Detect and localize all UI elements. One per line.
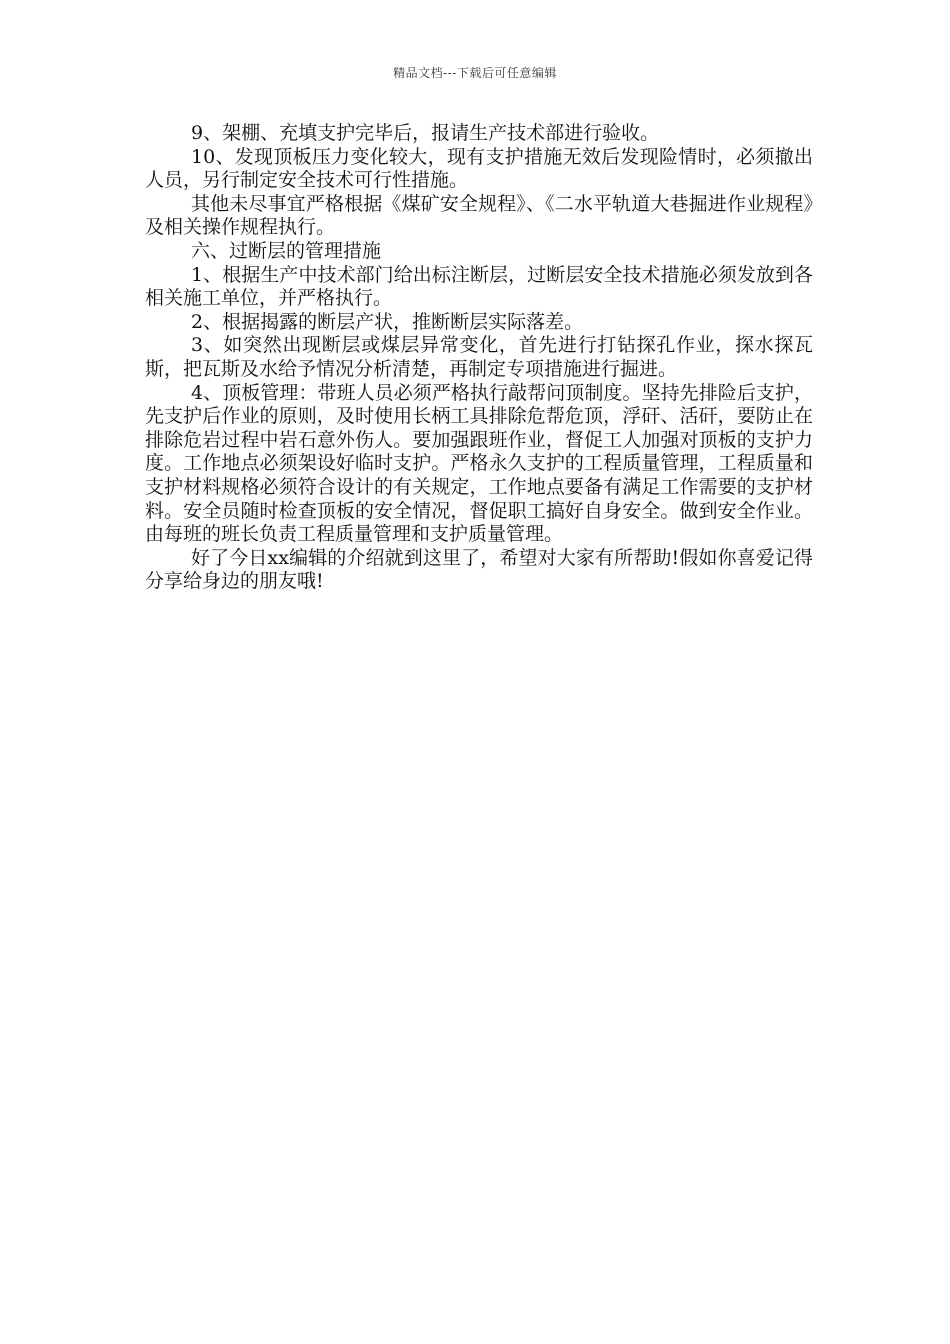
paragraph-acceptance: 9、架棚、充填支护完毕后，报请生产技术部进行验收。 (191, 122, 660, 144)
paragraph-closing: 好了今日xx编辑的介绍就到这里了，希望对大家有所帮助!假如你喜爱记得分享给身边的朋友哦! (145, 546, 813, 593)
paragraph-abnormal-change: 3、如突然出现断层或煤层异常变化，首先进行打钻探孔作业，探水探瓦斯，把瓦斯及水给予情况分析清楚，再制定专项措施进行掘进。 (145, 334, 813, 380)
paragraph-roof-pressure: 10、发现顶板压力变化较大，现有支护措施无效后发现险情时，必须撤出人员，另行制定安全技术可行性措施。 (145, 145, 813, 192)
document-body (145, 122, 813, 594)
paragraph-other-matters: 其他未尽事宜严格根据《煤矿安全规程》、《二水平轨道大巷掘进作业规程》及相关操作规程执行。 (145, 192, 813, 239)
paragraph-fault-marking: 1、根据生产中技术部门给出标注断层，过断层安全技术措施必须发放到各相关施工单位，并严格执行。 (145, 263, 813, 310)
paragraph-roof-management: 4、顶板管理：带班人员必须严格执行敲帮问顶制度。坚持先排险后支护，先支护后作业的原则，及时使用长柄工具排除危帮危顶，浮矸、活矸，要防止在排除危岩过程中岩石意外伤人。要加强跟班作业，督促工人加强对顶板的支护力度。工作地点必须架设好临时支护。严格永久支护的工程质量管理，工程质量和支护材料规格必须符合设计的有关规定，工作地点要备有满足工作需要的支护材料。安全员随时检查顶板的安全情况，督促职工搞好自身安全。做到安全作业。由每班的班长负责工程质量管理和支护质量管理。 (145, 381, 813, 546)
paragraph-fault-throw: 2、根据揭露的断层产状，推断断层实际落差。 (191, 310, 584, 333)
section-heading-fault-measures: 六、过断层的管理措施 (191, 239, 382, 262)
page-header: 精品文档---下载后可任意编辑 (393, 66, 557, 80)
